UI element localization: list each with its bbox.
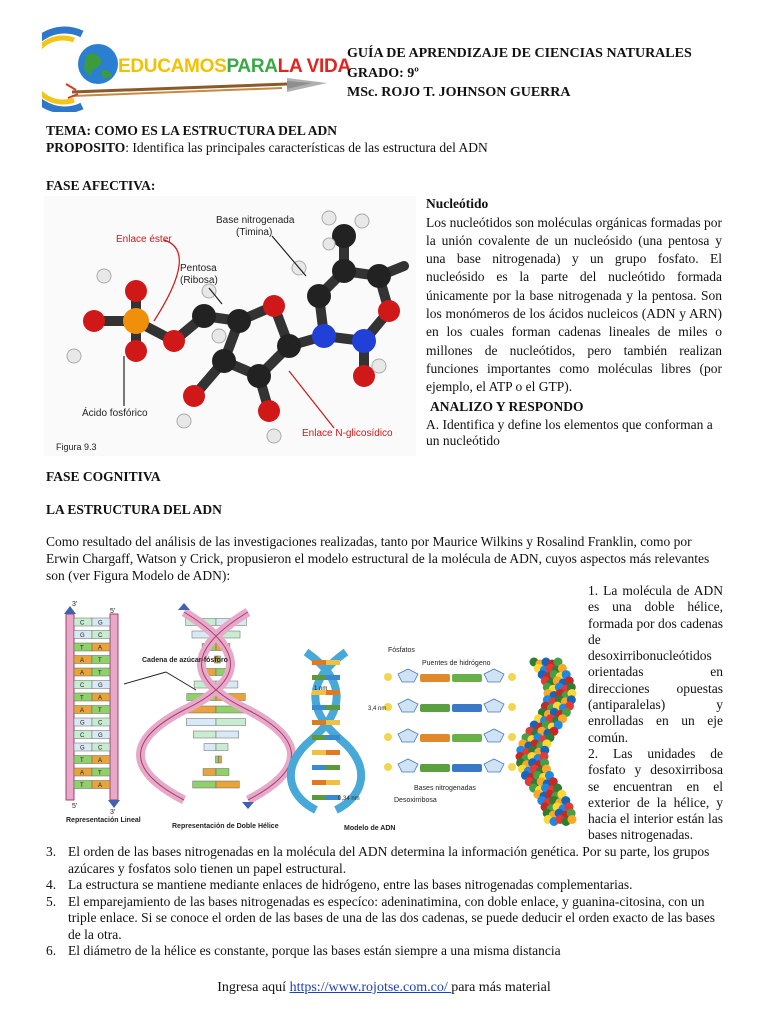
header-author: MSc. ROJO T. JOHNSON GUERRA: [347, 85, 571, 100]
model-rung: [312, 780, 340, 785]
analizo-heading: ANALIZO Y RESPONDO: [430, 399, 584, 415]
label-glico: Enlace N-glicosídico: [302, 428, 393, 439]
base-letter-left: T: [80, 695, 84, 702]
model-rung: [312, 705, 340, 710]
base-letter-left: A: [80, 708, 85, 714]
base-letter-right: T: [98, 670, 102, 677]
space-fill-atom: [567, 815, 576, 824]
base-letter-left: G: [80, 745, 85, 752]
base-letter-left: G: [80, 633, 85, 639]
base-letter-right: T: [98, 770, 102, 777]
label-acido: Ácido fosfórico: [82, 408, 148, 419]
document-header: [347, 44, 692, 103]
nucleotido-text: Los nucleótidos son moléculas orgánicas formadas por la unión covalente de un nucleósido (una pentosa y una base nitrogenada) y un grupo fosfato. El nucleósido es la parte del nucleótido formada únicamente por la base nitrogenada y la pentosa. Son los monómeros de los ácidos nucleicos (ADN y ARN) en los cuales forman cadenas lineales de miles o millones de nucleótidos, pero también realizan funciones importantes como moléculas libres (por ejemplo, el ATP o el GTP).: [426, 214, 722, 395]
base-letter-right: C: [98, 633, 103, 639]
point-6-num: 6.: [46, 943, 57, 958]
bases-label: Bases nitrogenadas: [414, 785, 476, 792]
ladder-pair: [384, 699, 516, 712]
fase-cognitiva-heading: FASE COGNITIVA: [46, 469, 161, 484]
point-4-num: 4.: [46, 877, 57, 892]
linear-base-pair: [74, 618, 110, 627]
base-letter-right: A: [98, 695, 103, 702]
base-letter-left: C: [80, 733, 85, 739]
point-2: 2. Las unidades de fosfato y desoxirribosa se encuentran en el exterior de la hélice, y hacia el interior están las bases nitrogenadas.: [588, 746, 723, 843]
base-letter-right: C: [98, 745, 103, 752]
point-4: [46, 877, 726, 894]
point-6: [46, 943, 726, 960]
linear-base-pair: [74, 718, 110, 727]
base-letter-left: C: [80, 620, 85, 627]
ladder-pair: [384, 729, 516, 742]
base-letter-right: G: [98, 683, 103, 689]
base-letter-right: A: [98, 783, 103, 789]
fosfatos-label: Fósfatos: [388, 647, 415, 654]
analizo-question: A. Identifica y define los elementos que conforman a un nucleótido: [426, 416, 713, 449]
model-rung: [312, 765, 340, 770]
linear-base-pair: [74, 668, 110, 677]
label-pentosa: Pentosa: [180, 263, 217, 274]
lineal-5prime-bottom: 5': [72, 803, 78, 810]
dim-1nm: 1 nm: [314, 686, 328, 692]
linear-base-pair: [74, 768, 110, 777]
base-letter-right: A: [98, 758, 103, 764]
linear-base-pair: [74, 781, 110, 790]
footer-after: para más material: [451, 980, 551, 995]
point-4-text: La estructura se mantiene mediante enlaces de hidrógeno, entre las bases nitrogenadas complementarias.: [68, 877, 633, 892]
linear-base-pair: [74, 731, 110, 740]
proposito-label: PROPOSITO: [46, 140, 126, 155]
dim-034nm: 0,34 nm: [338, 796, 360, 802]
linear-base-pair: [74, 643, 110, 652]
figure-caption: Figura 9.3: [56, 442, 97, 452]
base-letter-right: G: [98, 733, 103, 739]
helix-base-pair: [193, 781, 240, 788]
point-3-text: El orden de las bases nitrogenadas en la molécula del ADN determina la información genética. Por su parte, los grupos azúcares y fosfatos solo tienen un papel estructural.: [68, 844, 710, 876]
dna-models-figure: [46, 600, 584, 836]
label-ribosa: (Ribosa): [180, 275, 218, 286]
helix-base-pair: [203, 769, 229, 776]
rep-doble-label: Representación de Doble Hélice: [172, 823, 279, 830]
base-letter-left: A: [80, 658, 85, 664]
logo-text-2: PARA: [226, 56, 278, 77]
logo-text: [118, 56, 351, 78]
nucleotido-section: [426, 196, 722, 450]
label-ester: Enlace éster: [116, 234, 172, 245]
desoxirribosa-label: Desoxirribosa: [394, 797, 437, 804]
point-3: [46, 844, 726, 877]
label-timina: (Timina): [236, 227, 273, 238]
model-rung: [312, 795, 340, 800]
model-rung: [312, 720, 340, 725]
proposito: [46, 140, 726, 157]
logo-text-3: LA VIDA: [277, 56, 351, 77]
point-3-num: 3.: [46, 844, 57, 859]
fase-afectiva-heading: FASE AFECTIVA:: [46, 178, 156, 193]
modelo-label: Modelo de ADN: [344, 825, 396, 832]
nucleotide-molecule: [44, 196, 416, 456]
model-rung: [312, 750, 340, 755]
base-letter-left: A: [80, 670, 85, 677]
header-grade: GRADO: 9º: [347, 65, 419, 81]
header-title: GUÍA DE APRENDIZAJE DE CIENCIAS NATURALES: [347, 46, 692, 61]
intro-paragraph: Como resultado del análisis de las investigaciones realizadas, tanto por Maurice Wilkins y Rosalind Franklin, como por Erwin Chargaff, Watson y Crick, propusieron el modelo estructural de la molécula de ADN, cuyos aspectos más relevantes son (ver Figura Modelo de ADN):: [46, 534, 710, 583]
logo: [42, 26, 351, 112]
dna-models-graphic: [46, 600, 584, 836]
linear-base-pair: [74, 706, 110, 715]
base-letter-left: T: [80, 645, 84, 652]
puentes-label: Puentes de hidrógeno: [422, 660, 491, 667]
nucleotido-title: Nucleótido: [426, 196, 489, 211]
lineal-3prime: 3': [72, 601, 78, 608]
linear-base-pair: [74, 693, 110, 702]
dim-34nm: 3,4 nm: [368, 706, 387, 712]
base-letter-right: G: [98, 620, 103, 627]
footer: [0, 980, 768, 996]
helix-base-pair: [204, 744, 228, 751]
linear-base-pair: [74, 681, 110, 690]
base-letter-left: C: [80, 683, 85, 689]
footer-before: Ingresa aquí: [217, 980, 290, 995]
base-letter-right: T: [98, 658, 102, 664]
cadena-label: Cadena de azúcar-fósforo: [142, 657, 228, 664]
nucleotide-figure: [44, 196, 416, 456]
base-letter-left: G: [80, 720, 85, 727]
base-letter-left: A: [80, 770, 85, 777]
estructura-heading: LA ESTRUCTURA DEL ADN: [46, 502, 222, 517]
model-rung: [312, 735, 340, 740]
linear-base-pair: [74, 743, 110, 752]
point-1: 1. La molécula de ADN es una doble hélice, formada por dos cadenas de desoxirribonucleótidos orientadas en direcciones opuestas (antiparalelas) y enrolladas en un eje común.: [588, 583, 723, 745]
helix-base-pair: [215, 756, 221, 763]
point-6-text: El diámetro de la hélice es constante, porque las bases están siempre a una misma distancia: [68, 943, 561, 958]
base-letter-left: T: [80, 758, 84, 764]
points-list: [46, 844, 726, 960]
footer-link[interactable]: https://www.rojotse.com.co/: [289, 980, 452, 995]
point-5-num: 5.: [46, 893, 57, 909]
lineal-5prime-top: 5': [110, 608, 116, 615]
model-rung: [312, 660, 340, 665]
linear-base-pair: [74, 656, 110, 665]
tema-title: TEMA: COMO ES LA ESTRUCTURA DEL ADN: [46, 123, 338, 138]
ladder-pair: [384, 669, 516, 682]
linear-base-pair: [74, 756, 110, 765]
helix-base-pair: [193, 731, 238, 738]
helix-base-pair: [186, 719, 245, 726]
point-5-text: El emparejamiento de las bases nitrogenadas es especíco: adeninatimina, con doble enlace, y guanina-citosina, con un triple enlace. Si se conoce el orden de las bases de una de las dos cadenas, se puede deducir el orden exacto de las bases de la otra.: [68, 893, 715, 942]
linear-base-pair: [74, 631, 110, 640]
lineal-3prime-bottom: 3': [110, 809, 116, 816]
base-letter-right: C: [98, 720, 103, 727]
base-letter-right: T: [98, 708, 102, 714]
label-base: Base nitrogenada: [216, 215, 295, 226]
logo-text-1: EDUCAMOS: [118, 56, 227, 77]
point-5: [46, 894, 726, 944]
base-letter-left: T: [80, 783, 84, 789]
proposito-text: : Identifica las principales características de las estructura del ADN: [125, 140, 488, 155]
model-rung: [312, 675, 340, 680]
rep-lineal-label: Representación Lineal: [66, 817, 141, 824]
ladder-pair: [384, 759, 516, 772]
base-letter-right: A: [98, 645, 103, 652]
